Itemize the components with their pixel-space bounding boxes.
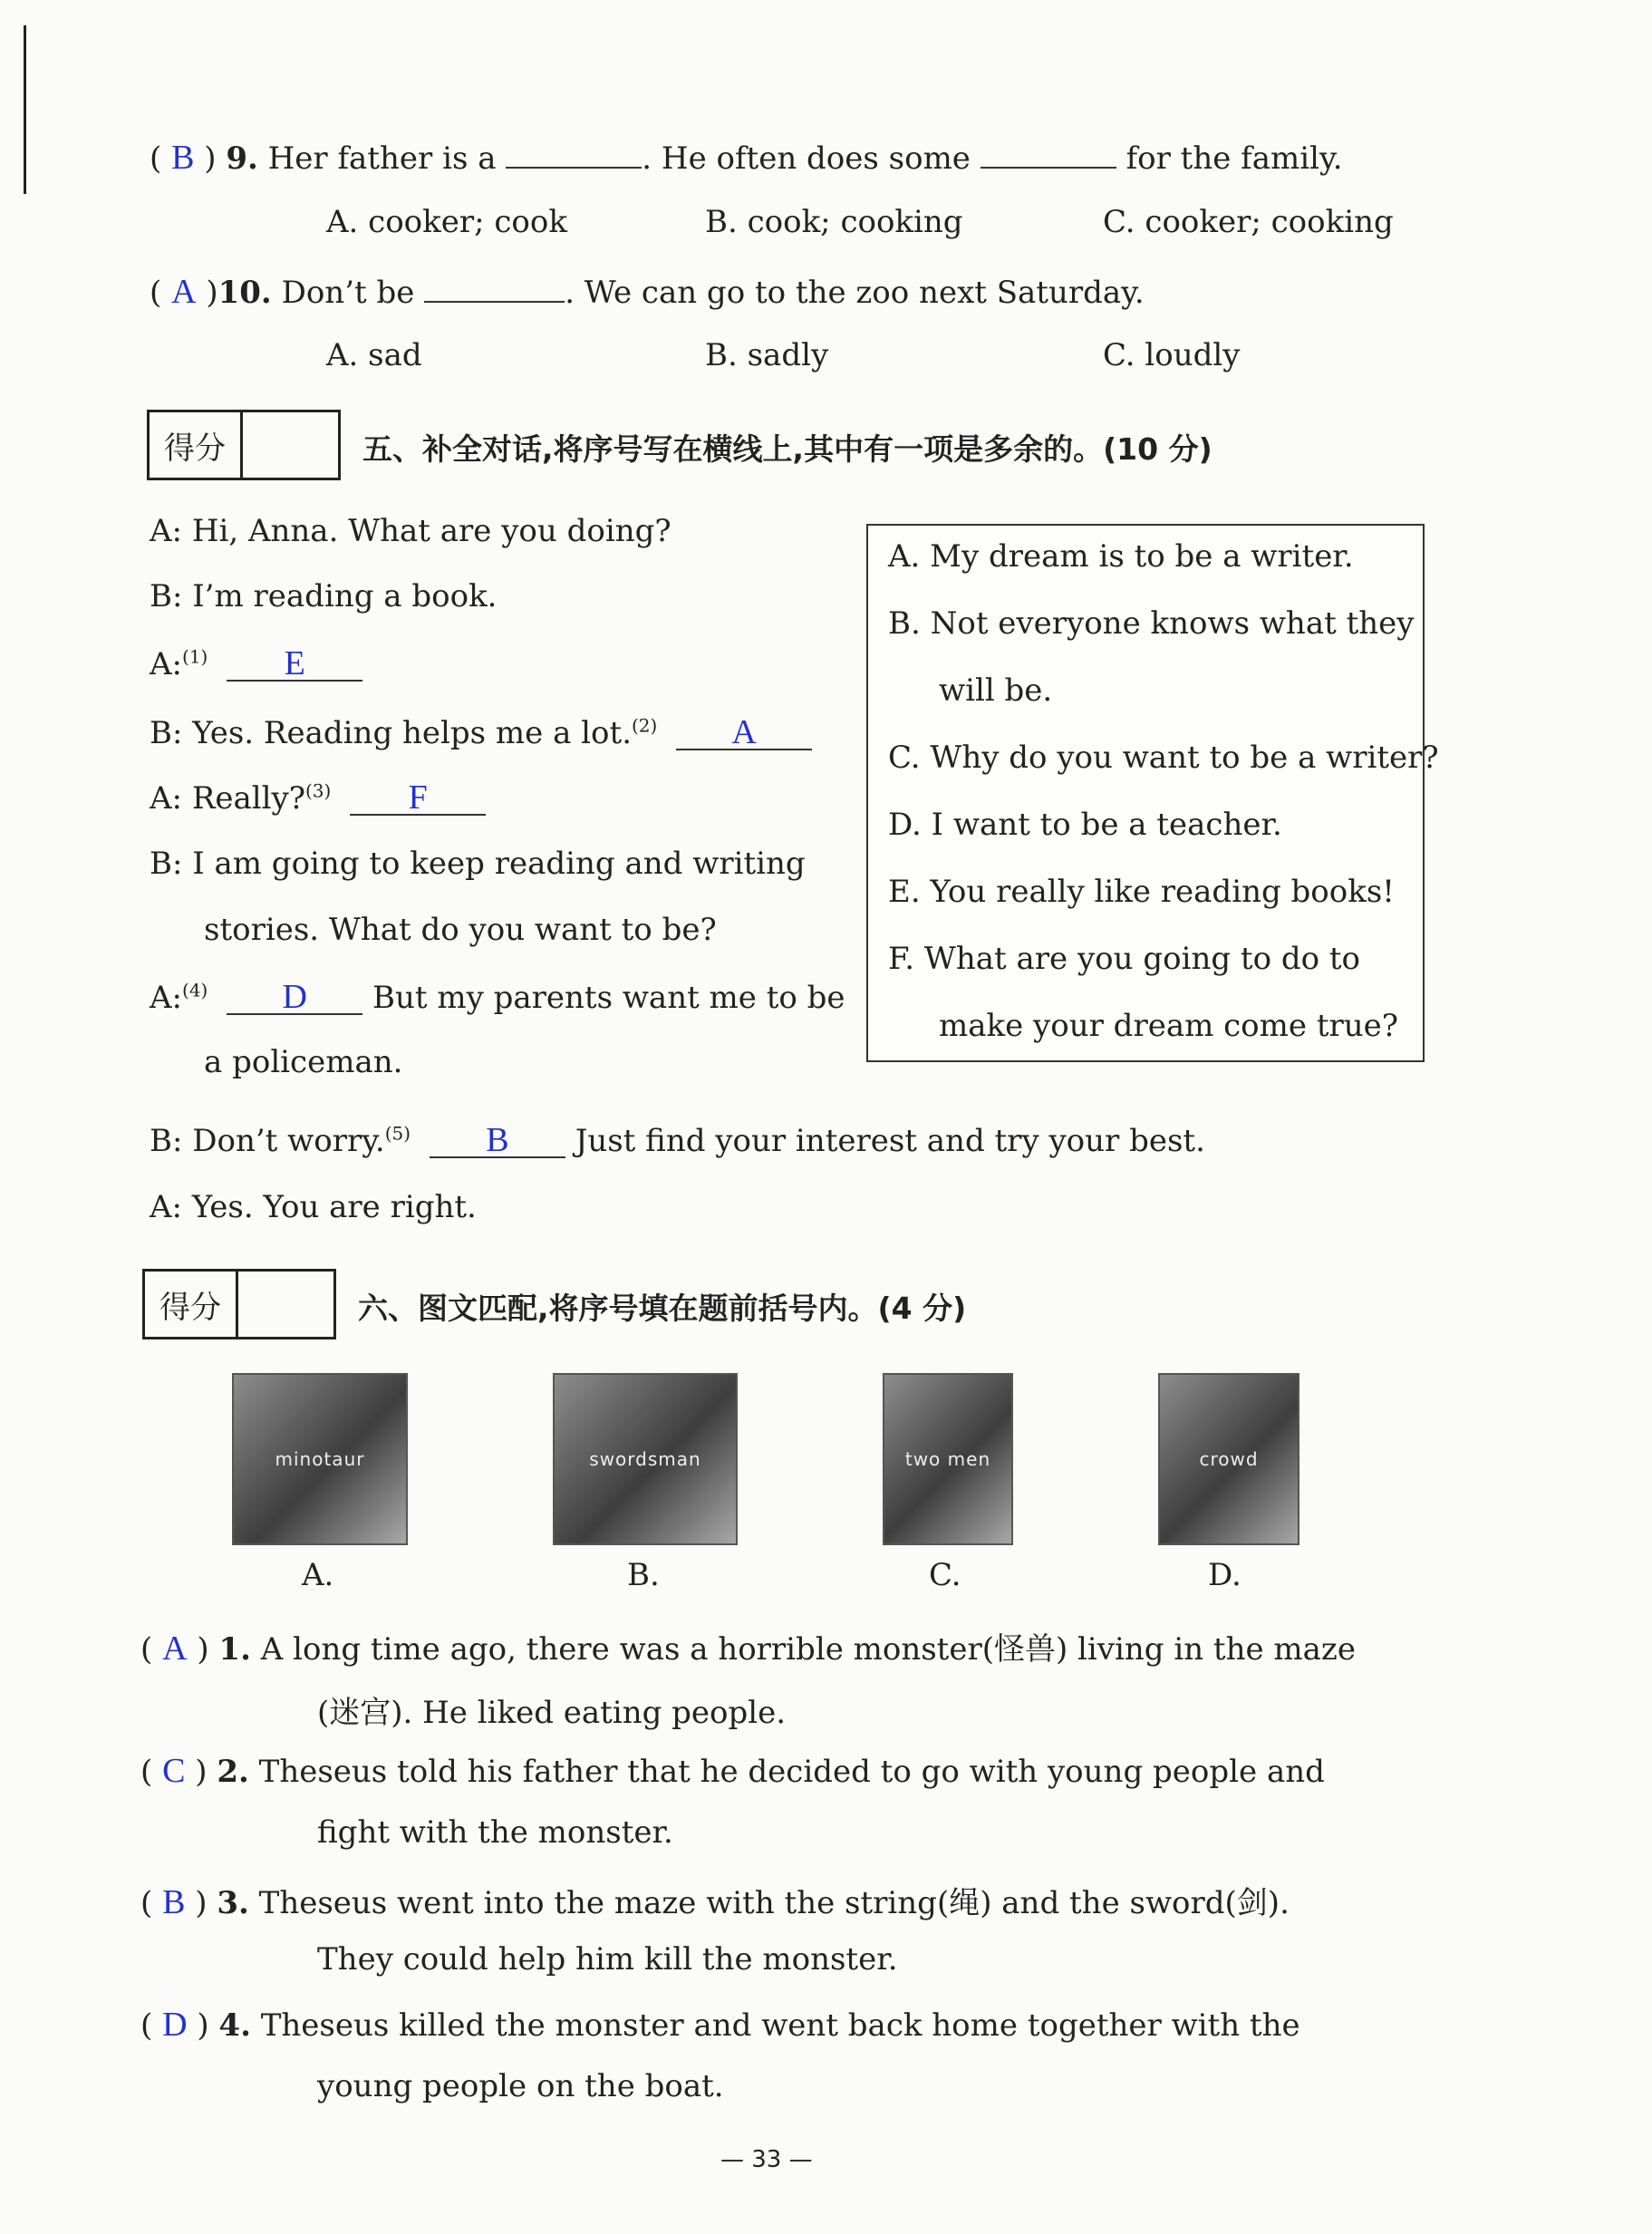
option-f-cont: make your dream come true?	[939, 1008, 1398, 1044]
match-item-3: ( B ) 3. Theseus went into the maze with the string(绳) and the sword(剑).	[140, 1883, 1290, 1921]
blank-number: (4)	[182, 979, 208, 1001]
option-f: F. What are you going to do to	[888, 941, 1361, 977]
picture-a	[232, 1373, 408, 1545]
answer-blank-2[interactable]: A	[676, 712, 812, 750]
dialog-line	[150, 1120, 1205, 1159]
option-d: D. I want to be a teacher.	[888, 807, 1282, 843]
q10-option-b: B. sadly	[705, 337, 829, 373]
score-label: 得分	[150, 412, 243, 478]
picture-d	[1158, 1373, 1299, 1545]
score-cell[interactable]	[238, 1272, 333, 1337]
dialog-line: stories. What do you want to be?	[204, 912, 717, 948]
match-text: Theseus told his father that he decided to go with young people and	[258, 1754, 1325, 1790]
blank-number: (2)	[632, 714, 658, 737]
picture-label-c: C.	[929, 1557, 961, 1593]
q9-number: 9.	[226, 140, 258, 177]
dialog-line	[150, 778, 486, 817]
dialog-line	[150, 712, 812, 751]
dialog-line	[150, 977, 845, 1016]
score-box-section-6	[142, 1269, 336, 1339]
page-number: — 33 —	[720, 2146, 813, 2173]
picture-b-caption: swordsman	[589, 1448, 701, 1470]
dialog-text: B: Don’t worry.	[150, 1123, 385, 1159]
option-a: A. My dream is to be a writer.	[888, 538, 1354, 575]
question-9: ( B ) 9. Her father is a . He often does some for the family.	[150, 136, 1343, 178]
picture-b	[553, 1373, 738, 1545]
dialog-line	[150, 643, 362, 682]
q10-number: 10.	[217, 275, 272, 311]
answer-q10[interactable]: A	[171, 273, 197, 311]
q10-option-a: A. sad	[326, 337, 422, 373]
answer-q9[interactable]: B	[171, 139, 195, 177]
dialog-text: Just find your interest and try your best.	[575, 1123, 1205, 1159]
answer-blank-4[interactable]: D	[227, 977, 362, 1015]
match-item-3-cont: They could help him kill the monster.	[317, 1941, 898, 1978]
match-number: 3.	[217, 1885, 249, 1921]
q9-text: Her father is a	[267, 140, 497, 177]
picture-label-a: A.	[302, 1557, 334, 1593]
match-item-2: ( C ) 2. Theseus told his father that he decided to go with young people and	[140, 1752, 1325, 1790]
dialog-line: B: I am going to keep reading and writing	[150, 846, 806, 882]
blank-number: (1)	[182, 645, 208, 668]
dialog-line: B: I’m reading a book.	[150, 578, 498, 614]
answer-match-2[interactable]: C	[162, 1752, 186, 1790]
dialog-text: But my parents want me to be	[372, 980, 845, 1016]
blank[interactable]	[981, 136, 1116, 169]
option-e: E. You really like reading books!	[888, 874, 1395, 910]
match-number: 4.	[218, 2007, 251, 2044]
dialog-line: A: Yes. You are right.	[150, 1189, 477, 1225]
match-text: Theseus killed the monster and went back home together with the	[260, 2007, 1300, 2044]
picture-label-d: D.	[1208, 1557, 1241, 1593]
dialog-line: A: Hi, Anna. What are you doing?	[150, 513, 671, 549]
blank[interactable]	[424, 270, 565, 303]
match-text: A long time ago, there was a horrible monster(怪兽) living in the maze	[260, 1631, 1356, 1668]
match-item-1: ( A ) 1. A long time ago, there was a horrible monster(怪兽) living in the maze	[140, 1630, 1356, 1668]
options-box	[866, 524, 1439, 1062]
q9-option-b: B. cook; cooking	[705, 204, 963, 240]
option-c: C. Why do you want to be a writer?	[888, 740, 1439, 776]
blank-number: (3)	[305, 779, 332, 802]
q9-text: for the family.	[1125, 140, 1343, 177]
picture-c-caption: two men	[904, 1448, 991, 1470]
blank[interactable]	[506, 136, 642, 169]
q10-option-c: C. loudly	[1103, 337, 1241, 373]
section-5-title: 五、补全对话,将序号写在横线上,其中有一项是多余的。(10 分)	[362, 431, 1212, 467]
q10-text: . We can go to the zoo next Saturday.	[565, 275, 1145, 311]
blank-number: (5)	[384, 1122, 411, 1145]
match-number: 2.	[217, 1754, 249, 1790]
score-cell[interactable]	[243, 412, 338, 478]
option-b: B. Not everyone knows what they	[888, 605, 1415, 642]
dialog-speaker: A:	[150, 980, 183, 1016]
match-item-1-cont: (迷宫). He liked eating people.	[317, 1695, 787, 1731]
picture-c	[883, 1373, 1013, 1545]
q9-text: . He often does some	[642, 140, 971, 177]
answer-match-1[interactable]: A	[162, 1630, 188, 1668]
q10-text: Don’t be	[281, 275, 415, 311]
match-text: Theseus went into the maze with the string(绳) and the sword(剑).	[258, 1885, 1290, 1921]
answer-match-3[interactable]: B	[162, 1883, 186, 1921]
picture-d-caption: crowd	[1199, 1448, 1259, 1470]
match-item-4: ( D ) 4. Theseus killed the monster and went back home together with the	[140, 2006, 1300, 2044]
q9-option-a: A. cooker; cook	[326, 204, 567, 240]
match-item-2-cont: fight with the monster.	[317, 1814, 673, 1851]
dialog-speaker: A:	[150, 646, 183, 682]
answer-blank-3[interactable]: F	[350, 778, 486, 816]
dialog-text: B: Yes. Reading helps me a lot.	[150, 715, 632, 751]
picture-a-caption: minotaur	[275, 1448, 365, 1470]
answer-match-4[interactable]: D	[162, 2006, 188, 2044]
q9-option-c: C. cooker; cooking	[1103, 204, 1394, 240]
match-number: 1.	[218, 1631, 251, 1668]
picture-label-b: B.	[627, 1557, 660, 1593]
dialog-text: A: Really?	[150, 780, 305, 817]
answer-blank-5[interactable]: B	[430, 1120, 565, 1158]
match-item-4-cont: young people on the boat.	[317, 2068, 724, 2104]
score-box-section-5	[147, 410, 341, 480]
answer-blank-1[interactable]: E	[227, 643, 362, 682]
margin-rule	[24, 25, 26, 194]
score-label: 得分	[145, 1272, 238, 1337]
question-10: ( A )10. Don’t be . We can go to the zoo next Saturday.	[150, 270, 1145, 312]
section-6-title: 六、图文匹配,将序号填在题前括号内。(4 分)	[358, 1291, 967, 1326]
option-b-cont: will be.	[939, 672, 1053, 709]
dialog-line: a policeman.	[204, 1044, 403, 1080]
